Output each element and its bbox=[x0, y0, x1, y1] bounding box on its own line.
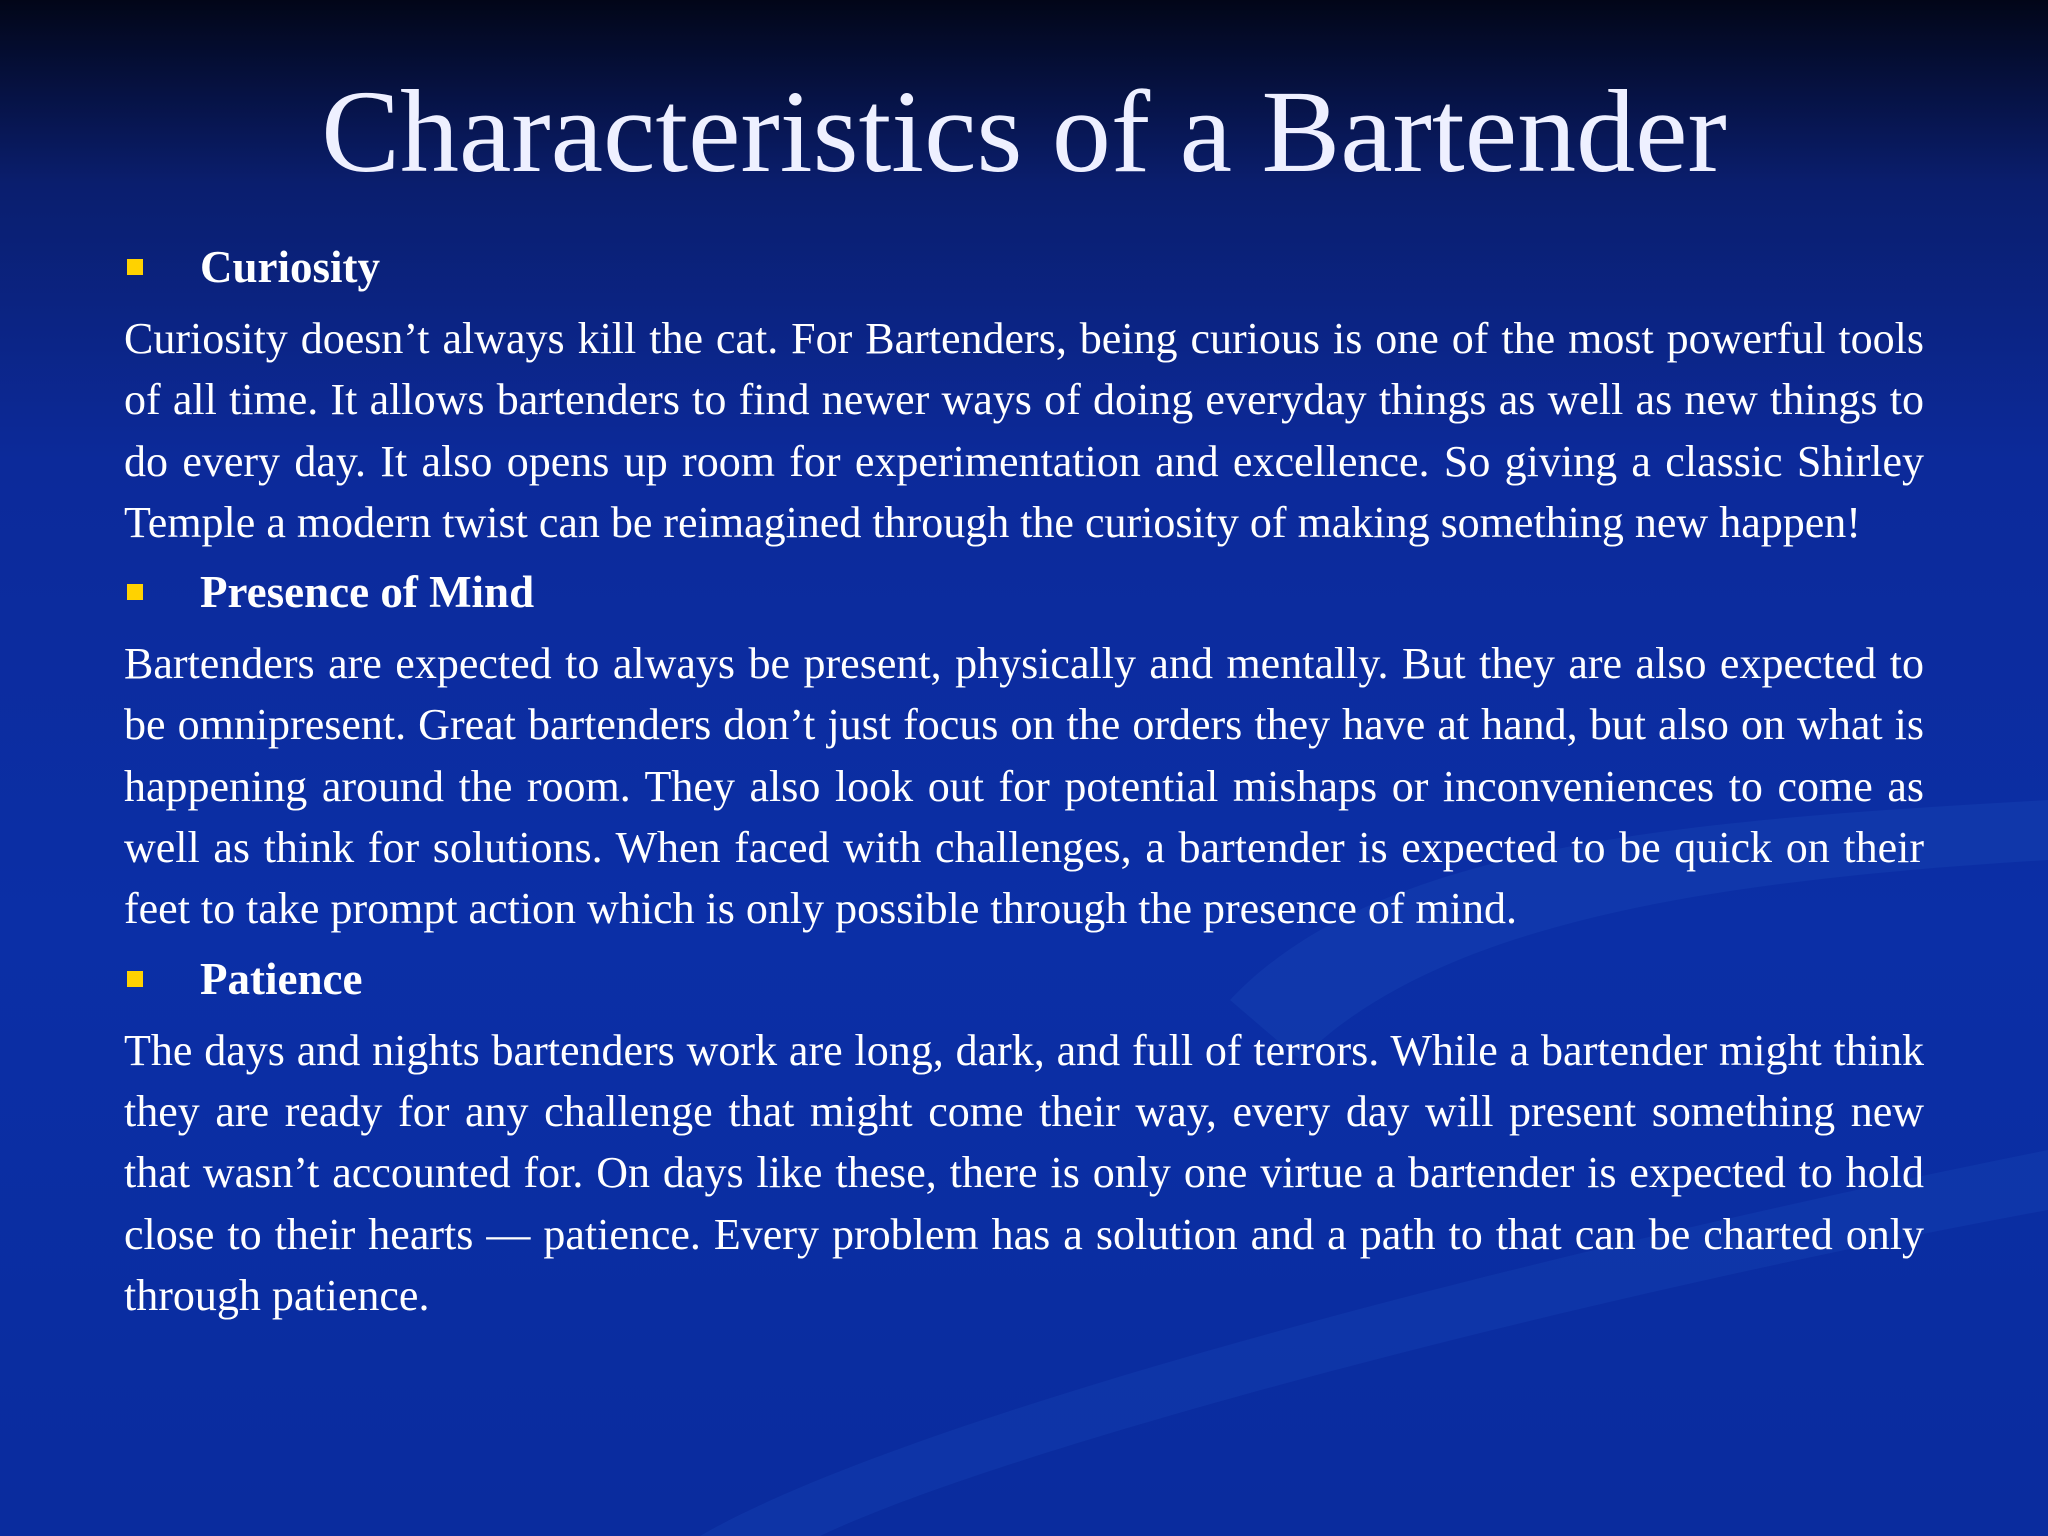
bullet-square-icon bbox=[127, 584, 143, 600]
content-area bbox=[124, 236, 1924, 1334]
section-body: Curiosity doesn’t always kill the cat. For Bartenders, being curious is one of the most powerful tools of all time. It allows bartenders to find newer ways of doing everyday things as well as new things to do every day. It also opens up room for experimentation and excellence. So giving a classic Shirley Temple a modern twist can be reimagined through the curiosity of making something new happen! bbox=[124, 314, 1924, 547]
section-body: The days and nights bartenders work are long, dark, and full of terrors. While a bartender might think they are ready for any challenge that might come their way, every day will present something new that wasn’t accounted for. On days like these, there is only one virtue a bartender is expected to hold close to their hearts — patience. Every problem has a solution and a path to that can be charted only through patience. bbox=[124, 1025, 1924, 1320]
bullet-square-icon bbox=[127, 259, 143, 275]
section-heading: Patience bbox=[200, 953, 363, 1004]
section-heading: Curiosity bbox=[200, 242, 380, 292]
slide-title: Characteristics of a Bartender bbox=[321, 66, 1727, 197]
section-heading-row bbox=[124, 236, 1924, 298]
section-heading: Presence of Mind bbox=[200, 567, 535, 618]
section-heading-row bbox=[124, 561, 1924, 623]
section-body: Bartenders are expected to always be present, physically and mentally. But they are also expected to be omnipresent. Great bartenders don’t just focus on the orders they have at hand, but also on what is happening around the room. They also look out for potential mishaps or inconveniences to come as well as think for solutions. When faced with challenges, a bartender is expected to be quick on their feet to take prompt action which is only possible through the presence of mind. bbox=[124, 639, 1924, 934]
bullet-square-icon bbox=[127, 971, 143, 987]
section-heading-row bbox=[124, 948, 1924, 1010]
